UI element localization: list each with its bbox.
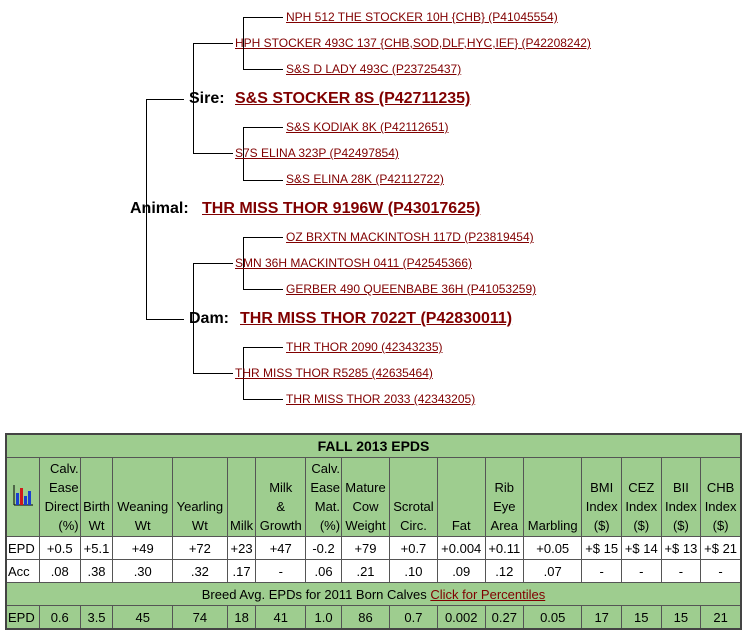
epd-value: -0.2 <box>306 537 342 560</box>
acc-value: .09 <box>437 560 485 583</box>
breed-avg-text: Breed Avg. EPDs for 2011 Born Calves <box>201 586 427 602</box>
avg-value: 17 <box>582 606 622 630</box>
epd-table <box>5 433 742 630</box>
avg-value: 0.7 <box>389 606 437 630</box>
pedigree-connector <box>243 399 283 400</box>
epd-value: +0.004 <box>437 537 485 560</box>
epd-value: +$ 14 <box>621 537 661 560</box>
acc-value: .21 <box>342 560 390 583</box>
chart-icon-cell <box>6 458 39 537</box>
pedigree-connector <box>243 289 283 290</box>
acc-value: .30 <box>113 560 173 583</box>
breed-avg-values-row <box>6 606 741 630</box>
animal-label: Animal: <box>130 200 189 217</box>
header-cell: CHB Index ($) <box>701 458 741 537</box>
header-cell: Weaning Wt <box>113 458 173 537</box>
avg-value: 0.002 <box>437 606 485 630</box>
acc-value: - <box>661 560 701 583</box>
epd-value: +72 <box>173 537 228 560</box>
dam-label: Dam: <box>189 310 230 327</box>
pedigree-link-dam-dam-sire[interactable]: THR THOR 2090 (42343235) <box>286 340 443 354</box>
avg-value: 0.05 <box>524 606 582 630</box>
acc-value: .06 <box>306 560 342 583</box>
pedigree-link-sire-sire-dam[interactable]: S&S D LADY 493C (P23725437) <box>286 62 462 76</box>
acc-value: .32 <box>173 560 228 583</box>
epd-value: +$ 15 <box>582 537 622 560</box>
epd-value: +0.7 <box>389 537 437 560</box>
header-cell: CEZ Index ($) <box>621 458 661 537</box>
pedigree-connector <box>193 263 233 264</box>
header-cell: Yearling Wt <box>173 458 228 537</box>
row-label: EPD <box>6 537 39 560</box>
epd-value: +79 <box>342 537 390 560</box>
pedigree-link-dam-sire-dam[interactable]: GERBER 490 QUEENBABE 36H (P41053259) <box>286 282 537 296</box>
avg-value: 15 <box>621 606 661 630</box>
pedigree-link-dam-dam[interactable]: THR MISS THOR R5285 (42635464) <box>235 366 433 380</box>
pedigree-connector <box>146 99 147 319</box>
epd-value: +49 <box>113 537 173 560</box>
percentiles-link[interactable]: Click for Percentiles <box>430 586 546 602</box>
acc-value: .10 <box>389 560 437 583</box>
epd-value: +$ 13 <box>661 537 701 560</box>
sire-label: Sire: <box>189 90 225 107</box>
sire-link[interactable]: S&S STOCKER 8S (P42711235) <box>235 90 471 107</box>
dam-link[interactable]: THR MISS THOR 7022T (P42830011) <box>240 310 513 327</box>
epd-value: +0.05 <box>524 537 582 560</box>
pedigree-link-dam-sire[interactable]: SMN 36H MACKINTOSH 0411 (P42545366) <box>235 256 472 270</box>
avg-value: 21 <box>701 606 741 630</box>
avg-value: 18 <box>227 606 256 630</box>
pedigree-link-sire-dam[interactable]: S7S ELINA 323P (P42497854) <box>235 146 399 160</box>
acc-value: - <box>701 560 741 583</box>
header-cell: Fat <box>437 458 485 537</box>
pedigree-link-dam-sire-sire[interactable]: OZ BRXTN MACKINTOSH 117D (P23819454) <box>286 230 534 244</box>
acc-value: - <box>256 560 306 583</box>
pedigree-connector <box>193 99 194 153</box>
header-cell: Milk & Growth <box>256 458 306 537</box>
acc-value: - <box>621 560 661 583</box>
epd-header-row <box>6 458 741 537</box>
pedigree-connector <box>243 17 283 18</box>
epd-values-row <box>6 537 741 560</box>
acc-value: .12 <box>485 560 524 583</box>
avg-value: 86 <box>342 606 390 630</box>
pedigree-link-sire-dam-sire[interactable]: S&S KODIAK 8K (P42112651) <box>286 120 449 134</box>
bar-chart-icon[interactable] <box>12 495 34 510</box>
header-cell: Marbling <box>524 458 582 537</box>
acc-value: .07 <box>524 560 582 583</box>
pedigree-connector <box>243 43 244 69</box>
epd-value: +0.11 <box>485 537 524 560</box>
pedigree-connector <box>146 99 184 100</box>
pedigree-link-dam-dam-dam[interactable]: THR MISS THOR 2033 (42343205) <box>286 392 476 406</box>
pedigree-connector <box>146 319 184 320</box>
avg-value: 74 <box>173 606 228 630</box>
acc-value: .08 <box>39 560 80 583</box>
epd-value: +47 <box>256 537 306 560</box>
header-cell: Birth Wt <box>80 458 113 537</box>
epd-value: +0.5 <box>39 537 80 560</box>
row-label: Acc <box>6 560 39 583</box>
pedigree-connector <box>193 153 233 154</box>
header-cell: Calv. Ease Mat. (%) <box>306 458 342 537</box>
pedigree-link-sire-dam-dam[interactable]: S&S ELINA 28K (P42112722) <box>286 172 444 186</box>
acc-value: .38 <box>80 560 113 583</box>
header-cell: Milk <box>227 458 256 537</box>
header-cell: Mature Cow Weight <box>342 458 390 537</box>
epd-value: +$ 21 <box>701 537 741 560</box>
pedigree-connector <box>243 347 283 348</box>
epd-value: +23 <box>227 537 256 560</box>
pedigree-connector <box>193 373 233 374</box>
header-cell: Scrotal Circ. <box>389 458 437 537</box>
pedigree-connector <box>243 69 283 70</box>
epd-value: +5.1 <box>80 537 113 560</box>
acc-value: .17 <box>227 560 256 583</box>
avg-value: 45 <box>113 606 173 630</box>
acc-values-row <box>6 560 741 583</box>
animal-link[interactable]: THR MISS THOR 9196W (P43017625) <box>202 200 481 217</box>
avg-value: 3.5 <box>80 606 113 630</box>
pedigree-connector <box>243 180 283 181</box>
header-cell: BMI Index ($) <box>582 458 622 537</box>
row-label: EPD <box>6 606 39 630</box>
acc-value: - <box>582 560 622 583</box>
pedigree-link-sire-sire-sire[interactable]: NPH 512 THE STOCKER 10H {CHB} (P41045554) <box>286 10 558 24</box>
avg-value: 41 <box>256 606 306 630</box>
pedigree-connector <box>193 43 233 44</box>
breed-avg-note <box>6 583 741 606</box>
header-cell: Rib Eye Area <box>485 458 524 537</box>
pedigree-connector <box>243 237 283 238</box>
header-cell: BII Index ($) <box>661 458 701 537</box>
epd-table-title: FALL 2013 EPDS <box>6 434 741 458</box>
pedigree-connector <box>243 127 283 128</box>
header-cell: Calv. Ease Direct (%) <box>39 458 80 537</box>
avg-value: 15 <box>661 606 701 630</box>
pedigree-link-sire-sire[interactable]: HPH STOCKER 493C 137 {CHB,SOD,DLF,HYC,IEF} (P42208242) <box>235 36 591 50</box>
avg-value: 0.6 <box>39 606 80 630</box>
avg-value: 0.27 <box>485 606 524 630</box>
avg-value: 1.0 <box>306 606 342 630</box>
